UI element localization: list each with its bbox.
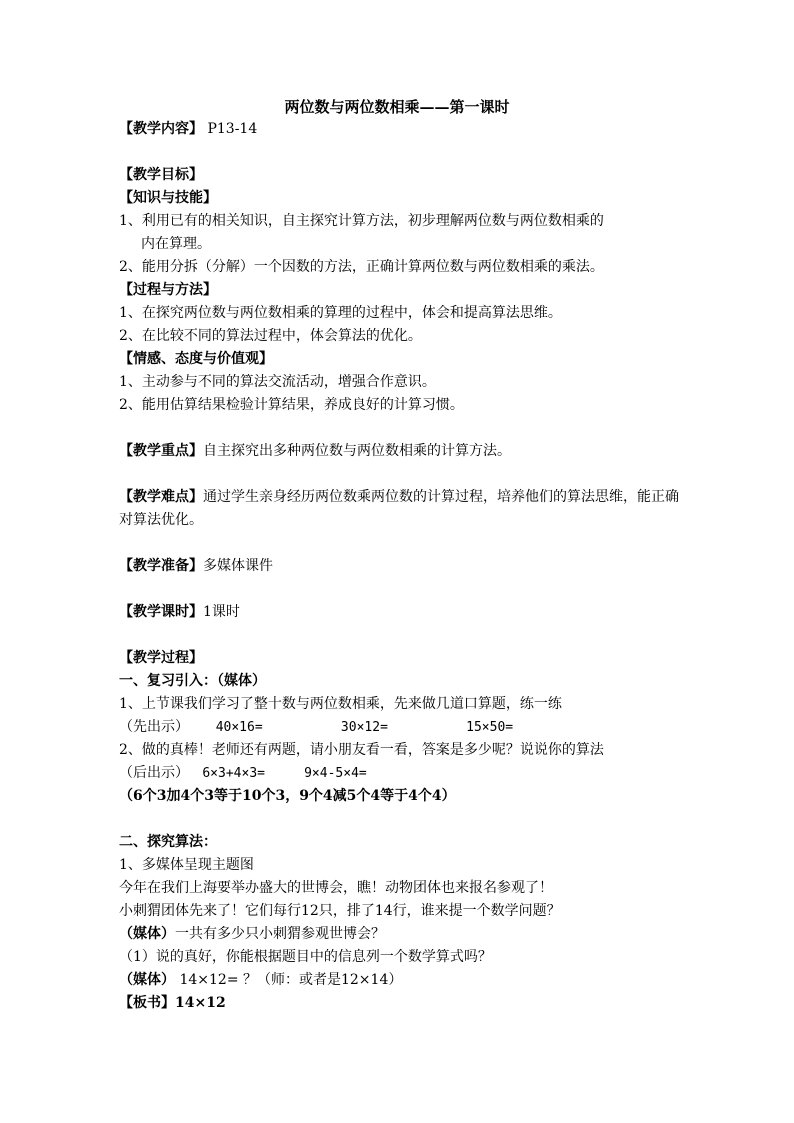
teaching-content-line <box>119 118 685 141</box>
spacer <box>119 808 685 831</box>
teaching-difficulty-label: 【教学难点】 <box>119 489 203 505</box>
teaching-hours-label: 【教学课时】 <box>119 604 203 620</box>
teaching-hours-line <box>119 601 685 624</box>
teaching-difficulty-value: 通过学生亲身经历两位数乘两位数的计算过程，培养他们的算法思维，能正确对算法优化。 <box>119 489 679 528</box>
emotion-item-1: 1、主动参与不同的算法交流活动，增强合作意识。 <box>119 374 436 390</box>
spacer <box>119 578 685 601</box>
spacer <box>119 463 685 486</box>
media-question: 一共有多少只小刺猬参观世博会？ <box>175 926 385 942</box>
section-1-line-1: 1、上节课我们学习了整十数与两位数相乘，先来做几道口算题，练一练 <box>119 696 562 712</box>
board-value: 14×12 <box>175 995 226 1011</box>
section-1-line-2 <box>119 716 685 739</box>
board-line <box>119 992 685 1015</box>
section-2-heading: 二、探究算法： <box>119 834 217 850</box>
knowledge-skills-heading: 【知识与技能】 <box>119 190 217 206</box>
section-2-line-1: 1、多媒体呈现主题图 <box>119 857 254 873</box>
teaching-key-line <box>119 440 685 463</box>
section-2-line-3: 小刺猬团体先来了！它们每行12只，排了14行，谁来提一个数学问题？ <box>119 903 561 919</box>
spacer <box>119 141 685 164</box>
knowledge-item-2: 2、能用分拆（分解）一个因数的方法，正确计算两位数与两位数相乘的乘法。 <box>119 259 604 275</box>
teaching-content-value: P13-14 <box>207 121 258 137</box>
media-label-2: （媒体） <box>119 972 175 988</box>
teaching-goals-heading: 【教学目标】 <box>119 167 203 183</box>
spacer <box>119 532 685 555</box>
teaching-content-label: 【教学内容】 <box>119 121 203 137</box>
process-methods-heading: 【过程与方法】 <box>119 282 217 298</box>
teaching-prep-line <box>119 555 685 578</box>
section-2-line-4 <box>119 923 685 946</box>
section-1-line-5: （6个3加4个3等于10个3，9个4减5个4等于4个4） <box>119 788 456 804</box>
section-1-line-4 <box>119 762 685 785</box>
show-after-label: （后出示） <box>119 765 189 781</box>
section-2-line-5: （1）说的真好，你能根据题目中的信息列一个数学算式吗？ <box>119 949 492 965</box>
teaching-hours-value: 1课时 <box>203 604 240 620</box>
teaching-difficulty-line <box>119 486 685 532</box>
show-first-label: （先出示） <box>119 719 189 735</box>
process-item-1: 1、在探究两位数与两位数相乘的算理的过程中，体会和提高算法思维。 <box>119 305 562 321</box>
media-label-1: （媒体） <box>119 926 175 942</box>
teaching-key-value: 自主探究出多种两位数与两位数相乘的计算方法。 <box>203 443 511 459</box>
knowledge-item-1-continued: 内在算理。 <box>141 236 211 252</box>
emotion-item-2: 2、能用估算结果检验计算结果，养成良好的计算习惯。 <box>119 397 464 413</box>
document-title: 两位数与两位数相乘——第一课时 <box>284 98 510 116</box>
emotion-attitude-heading: 【情感、态度与价值观】 <box>119 351 273 367</box>
board-label: 【板书】 <box>119 995 175 1011</box>
mental-math-problems-1: 40×16= 30×12= 15×50= <box>215 720 514 735</box>
spacer <box>119 624 685 647</box>
teaching-prep-label: 【教学准备】 <box>119 558 203 574</box>
teaching-key-label: 【教学重点】 <box>119 443 203 459</box>
section-2-line-2: 今年在我们上海要举办盛大的世博会，瞧！动物团体也来报名参观了！ <box>119 880 553 896</box>
media-equation: 14×12= ？（师：或者是12×14） <box>179 972 403 988</box>
knowledge-item-1: 1、利用已有的相关知识，自主探究计算方法，初步理解两位数与两位数相乘的 <box>119 213 604 229</box>
section-2-line-6 <box>119 969 685 992</box>
process-item-2: 2、在比较不同的算法过程中，体会算法的优化。 <box>119 328 422 344</box>
section-1-heading: 一、复习引入：（媒体） <box>119 673 266 689</box>
teaching-procedure-heading: 【教学过程】 <box>119 650 203 666</box>
document-body <box>119 118 685 1015</box>
spacer <box>119 417 685 440</box>
mental-math-problems-2: 6×3+4×3= 9×4-5×4= <box>202 766 367 781</box>
teaching-prep-value: 多媒体课件 <box>203 558 273 574</box>
section-1-line-3: 2、做的真棒！老师还有两题，请小朋友看一看，答案是多少呢？说说你的算法 <box>119 742 604 758</box>
